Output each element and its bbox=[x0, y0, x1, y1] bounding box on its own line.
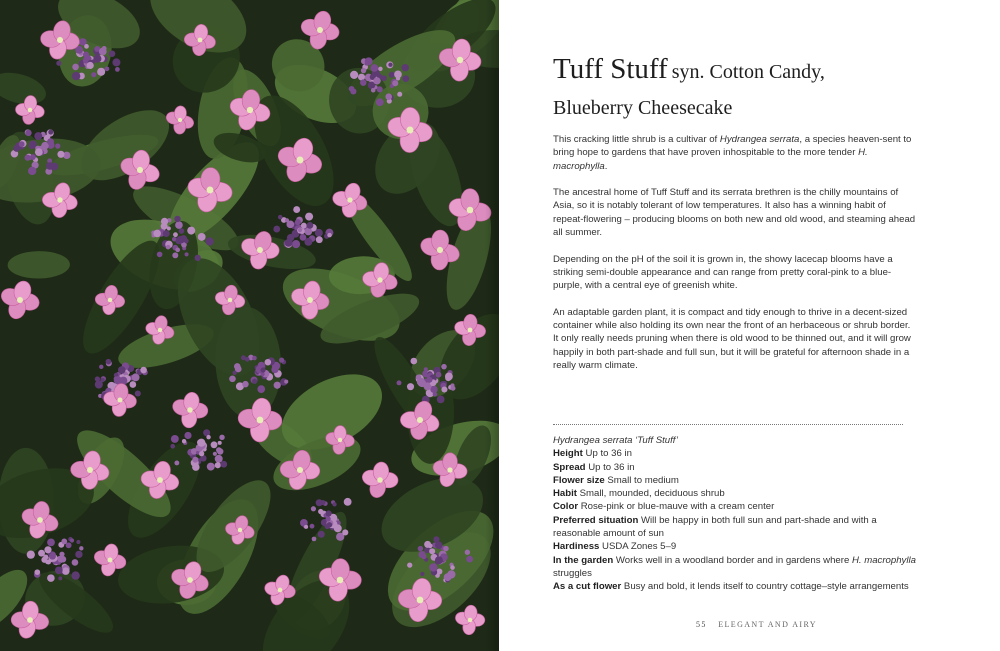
fertile-bud bbox=[87, 62, 94, 69]
fertile-bud bbox=[307, 222, 314, 229]
fertile-bud bbox=[435, 541, 443, 549]
fertile-bud bbox=[100, 378, 104, 382]
fertile-bud bbox=[197, 439, 205, 447]
fertile-bud bbox=[377, 86, 383, 92]
fertile-bud bbox=[166, 245, 171, 250]
fertile-bud bbox=[278, 215, 282, 219]
description-paragraph-4: An adaptable garden plant, it is compact and tidy enough to thrive in a decent-sized container while also holding its own near the front of an herbaceous or shrub border. It only really needs pruning when there is old wood to be thinned out, and it will grow happily in both part-shade and full sun, but it will be grateful for afternoon shade in a really warm climate. bbox=[553, 306, 911, 372]
fertile-bud bbox=[245, 357, 250, 362]
fertile-bud bbox=[424, 367, 428, 371]
fertile-bud bbox=[76, 540, 80, 544]
fertile-bud bbox=[433, 536, 439, 542]
fertile-bud bbox=[242, 381, 248, 387]
fertile-bud bbox=[298, 228, 302, 232]
spec-in-the-garden: In the garden Works well in a woodland border and in gardens where H. macrophylla struggles bbox=[553, 554, 916, 579]
fertile-bud bbox=[441, 386, 447, 392]
fertile-bud bbox=[171, 435, 179, 443]
fertile-bud bbox=[99, 48, 107, 56]
fertile-bud bbox=[174, 216, 180, 222]
fertile-bud bbox=[48, 130, 53, 135]
fertile-bud bbox=[274, 382, 281, 389]
description-paragraph-2: The ancestral home of Tuff Stuff and its serrata brethren is the chilly mountains of Asia, so it is notably tolerant of low temperatures. It also has a winning habit of repeat-flowering – producing blooms on both new and old wood, and steaming ahead all summer. bbox=[553, 187, 916, 239]
fertile-bud bbox=[175, 248, 180, 253]
text-page bbox=[499, 0, 1000, 651]
fertile-bud bbox=[436, 372, 442, 378]
fertile-bud bbox=[450, 565, 455, 570]
fertile-bud bbox=[418, 546, 424, 552]
fertile-bud bbox=[27, 551, 35, 559]
fertile-bud bbox=[172, 252, 178, 258]
fertile-bud bbox=[389, 72, 395, 78]
spec-hardiness: Hardiness USDA Zones 5–9 bbox=[553, 541, 677, 553]
fertile-bud bbox=[345, 499, 350, 504]
fertile-bud bbox=[397, 380, 402, 385]
fertile-bud bbox=[72, 559, 79, 566]
fertile-bud bbox=[350, 71, 358, 79]
fertile-bud bbox=[99, 365, 103, 369]
fertile-bud bbox=[320, 500, 325, 505]
description-paragraph-1: This cracking little shrub is a cultivar of Hydrangea serrata, a species heaven-sent to bring hope to gardens that have proven inhospitable to the more tender H. macrophylla. bbox=[553, 134, 912, 172]
fertile-bud bbox=[279, 358, 284, 363]
fertile-bud bbox=[252, 356, 257, 361]
spec-spread: Spread Up to 36 in bbox=[553, 461, 635, 473]
plant-specs bbox=[553, 434, 918, 594]
fertile-bud bbox=[312, 537, 317, 542]
spec-flower-size: Flower size Small to medium bbox=[553, 474, 679, 486]
fertile-bud bbox=[402, 64, 409, 71]
fertile-bud bbox=[30, 154, 36, 160]
dotted-divider bbox=[553, 424, 903, 425]
fertile-bud bbox=[13, 145, 20, 152]
hydrangea-photo-drawing bbox=[0, 0, 499, 651]
fertile-bud bbox=[206, 435, 210, 439]
fertile-bud bbox=[161, 218, 168, 225]
fertile-bud bbox=[184, 432, 191, 439]
fertile-bud bbox=[349, 86, 355, 92]
fertile-bud bbox=[295, 219, 301, 225]
fertile-bud bbox=[179, 228, 185, 234]
fertile-bud bbox=[84, 44, 89, 49]
fertile-bud bbox=[385, 93, 392, 100]
fertile-bud bbox=[173, 232, 178, 237]
fertile-bud bbox=[284, 380, 288, 384]
hydrangea-photo bbox=[0, 0, 499, 651]
fertile-bud bbox=[450, 383, 454, 387]
fertile-bud bbox=[234, 363, 241, 370]
fertile-bud bbox=[35, 148, 43, 156]
fertile-bud bbox=[55, 143, 60, 148]
fertile-bud bbox=[70, 538, 74, 542]
fertile-bud bbox=[304, 525, 308, 529]
page-number: 55 bbox=[696, 620, 707, 629]
fertile-bud bbox=[192, 463, 200, 471]
fertile-bud bbox=[429, 548, 435, 554]
fertile-bud bbox=[119, 377, 127, 385]
section-name: ELEGANT AND AIRY bbox=[718, 620, 817, 629]
fertile-bud bbox=[327, 522, 333, 528]
fertile-bud bbox=[56, 61, 61, 66]
fertile-bud bbox=[326, 516, 331, 521]
fertile-bud bbox=[47, 574, 55, 582]
fertile-bud bbox=[218, 441, 222, 445]
fertile-bud bbox=[332, 502, 336, 506]
fertile-bud bbox=[170, 444, 175, 449]
fertile-bud bbox=[130, 381, 137, 388]
fertile-bud bbox=[72, 72, 80, 80]
fertile-bud bbox=[292, 240, 300, 248]
fertile-bud bbox=[429, 563, 437, 571]
fertile-bud bbox=[163, 230, 170, 237]
fertile-bud bbox=[465, 550, 470, 555]
fertile-bud bbox=[273, 226, 280, 233]
plant-synonyms: syn. Cotton Candy, bbox=[671, 61, 825, 83]
fertile-bud bbox=[392, 80, 398, 86]
fertile-bud bbox=[417, 378, 425, 386]
fertile-bud bbox=[211, 441, 218, 448]
plant-title bbox=[553, 52, 973, 125]
fertile-bud bbox=[61, 539, 67, 545]
fertile-bud bbox=[195, 255, 201, 261]
fertile-bud bbox=[49, 553, 56, 560]
fertile-bud bbox=[365, 62, 369, 66]
fertile-bud bbox=[305, 228, 313, 236]
fertile-bud bbox=[206, 237, 214, 245]
fertile-bud bbox=[47, 538, 55, 546]
fertile-bud bbox=[34, 569, 40, 575]
fertile-bud bbox=[58, 576, 62, 580]
fertile-bud bbox=[185, 252, 189, 256]
fertile-bud bbox=[326, 510, 332, 516]
fertile-bud bbox=[79, 546, 83, 550]
fertile-bud bbox=[402, 75, 409, 82]
fertile-bud bbox=[192, 457, 198, 463]
fertile-bud bbox=[44, 546, 51, 553]
fertile-bud bbox=[19, 141, 25, 147]
fertile-bud bbox=[371, 88, 376, 93]
fertile-bud bbox=[318, 509, 323, 514]
fertile-bud bbox=[140, 367, 147, 374]
fertile-bud bbox=[109, 50, 116, 57]
fertile-bud bbox=[327, 233, 332, 238]
page-spine-shadow bbox=[485, 0, 499, 651]
fertile-bud bbox=[420, 572, 424, 576]
specs-heading: Hydrangea serrata ‘Tuff Stuff’ bbox=[553, 435, 678, 446]
fertile-bud bbox=[311, 506, 316, 511]
fertile-bud bbox=[396, 76, 400, 80]
plant-name: Tuff Stuff bbox=[553, 53, 668, 85]
fertile-bud bbox=[220, 461, 227, 468]
fertile-bud bbox=[305, 213, 313, 221]
fertile-bud bbox=[83, 51, 89, 57]
fertile-bud bbox=[187, 227, 195, 235]
spec-preferred-situation: Preferred situation Will be happy in both full sun and part-shade and with a reasonable amount of sun bbox=[553, 514, 877, 540]
fertile-bud bbox=[91, 72, 96, 77]
fertile-bud bbox=[378, 67, 382, 71]
spec-color: Color Rose-pink or blue-mauve with a cream center bbox=[553, 501, 775, 513]
fertile-bud bbox=[271, 366, 278, 373]
fertile-bud bbox=[93, 55, 101, 63]
fertile-bud bbox=[59, 552, 64, 557]
fertile-bud bbox=[135, 390, 141, 396]
page-footer bbox=[696, 620, 817, 629]
fertile-bud bbox=[310, 524, 315, 529]
fertile-bud bbox=[433, 392, 438, 397]
plant-synonyms-line2: Blueberry Cheesecake bbox=[553, 97, 733, 119]
fertile-bud bbox=[28, 167, 36, 175]
fertile-bud bbox=[213, 452, 217, 456]
fertile-bud bbox=[445, 373, 453, 381]
fertile-bud bbox=[175, 221, 183, 229]
fertile-bud bbox=[265, 359, 272, 366]
fertile-bud bbox=[25, 130, 31, 136]
fertile-bud bbox=[232, 371, 236, 375]
fertile-bud bbox=[421, 554, 426, 559]
fertile-bud bbox=[318, 531, 325, 538]
fertile-bud bbox=[373, 77, 380, 84]
fertile-bud bbox=[176, 238, 182, 244]
fertile-bud bbox=[46, 559, 51, 564]
fertile-bud bbox=[174, 460, 179, 465]
fertile-bud bbox=[257, 385, 265, 393]
fertile-bud bbox=[72, 64, 79, 71]
description-paragraph-3: Depending on the pH of the soil it is grown in, the showy lacecap blooms have a striking semi-double appearance and can range from pretty coral-pink to a blue-purple, with a central eye of greenish white. bbox=[553, 253, 893, 292]
fertile-bud bbox=[219, 435, 224, 440]
fertile-bud bbox=[437, 396, 445, 404]
fertile-bud bbox=[285, 218, 289, 222]
fertile-bud bbox=[198, 233, 206, 241]
fertile-bud bbox=[153, 230, 161, 238]
fertile-bud bbox=[260, 367, 265, 372]
fertile-bud bbox=[376, 98, 384, 106]
fertile-bud bbox=[97, 68, 105, 76]
fertile-bud bbox=[304, 238, 312, 246]
fertile-bud bbox=[112, 58, 120, 66]
fertile-bud bbox=[47, 138, 54, 145]
fertile-bud bbox=[316, 236, 323, 243]
fertile-bud bbox=[436, 568, 442, 574]
fertile-bud bbox=[58, 558, 62, 562]
description bbox=[553, 133, 918, 386]
fertile-bud bbox=[407, 383, 414, 390]
fertile-bud bbox=[443, 546, 449, 552]
fertile-bud bbox=[229, 375, 236, 382]
fertile-bud bbox=[207, 463, 215, 471]
fertile-bud bbox=[71, 571, 79, 579]
fertile-bud bbox=[252, 379, 257, 384]
fertile-bud bbox=[157, 252, 163, 258]
fertile-bud bbox=[397, 92, 402, 97]
fertile-bud bbox=[115, 67, 120, 72]
fertile-bud bbox=[285, 239, 293, 247]
fertile-bud bbox=[215, 462, 221, 468]
fertile-bud bbox=[342, 529, 348, 535]
fertile-bud bbox=[424, 541, 431, 548]
fertile-bud bbox=[466, 556, 473, 563]
fertile-bud bbox=[57, 151, 64, 158]
spec-habit: Habit Small, mounded, deciduous shrub bbox=[553, 488, 725, 500]
spec-height: Height Up to 36 in bbox=[553, 448, 632, 460]
fertile-bud bbox=[105, 66, 110, 71]
fertile-bud bbox=[199, 451, 204, 456]
fertile-bud bbox=[62, 567, 70, 575]
fertile-bud bbox=[118, 366, 126, 374]
fertile-bud bbox=[55, 566, 63, 574]
fertile-bud bbox=[407, 562, 412, 567]
fertile-bud bbox=[371, 64, 379, 72]
fertile-bud bbox=[444, 573, 452, 581]
fertile-bud bbox=[410, 358, 417, 365]
fertile-bud bbox=[435, 556, 443, 564]
fertile-bud bbox=[106, 359, 112, 365]
fertile-bud bbox=[43, 555, 48, 560]
fertile-bud bbox=[360, 79, 366, 85]
fertile-bud bbox=[182, 439, 186, 443]
spec-cut-flower: As a cut flower Busy and bold, it lends itself to country cottage–style arrangements bbox=[553, 581, 909, 593]
fertile-bud bbox=[34, 132, 42, 140]
fertile-bud bbox=[381, 75, 387, 81]
fertile-bud bbox=[301, 223, 307, 229]
fertile-bud bbox=[216, 447, 222, 453]
fertile-bud bbox=[441, 364, 447, 370]
fertile-bud bbox=[75, 551, 82, 558]
fertile-bud bbox=[334, 524, 342, 532]
fertile-bud bbox=[426, 377, 432, 383]
fertile-bud bbox=[215, 455, 223, 463]
fertile-bud bbox=[25, 155, 31, 161]
fertile-bud bbox=[388, 63, 392, 67]
fertile-bud bbox=[293, 206, 300, 213]
fertile-bud bbox=[361, 68, 366, 73]
fertile-bud bbox=[46, 162, 54, 170]
